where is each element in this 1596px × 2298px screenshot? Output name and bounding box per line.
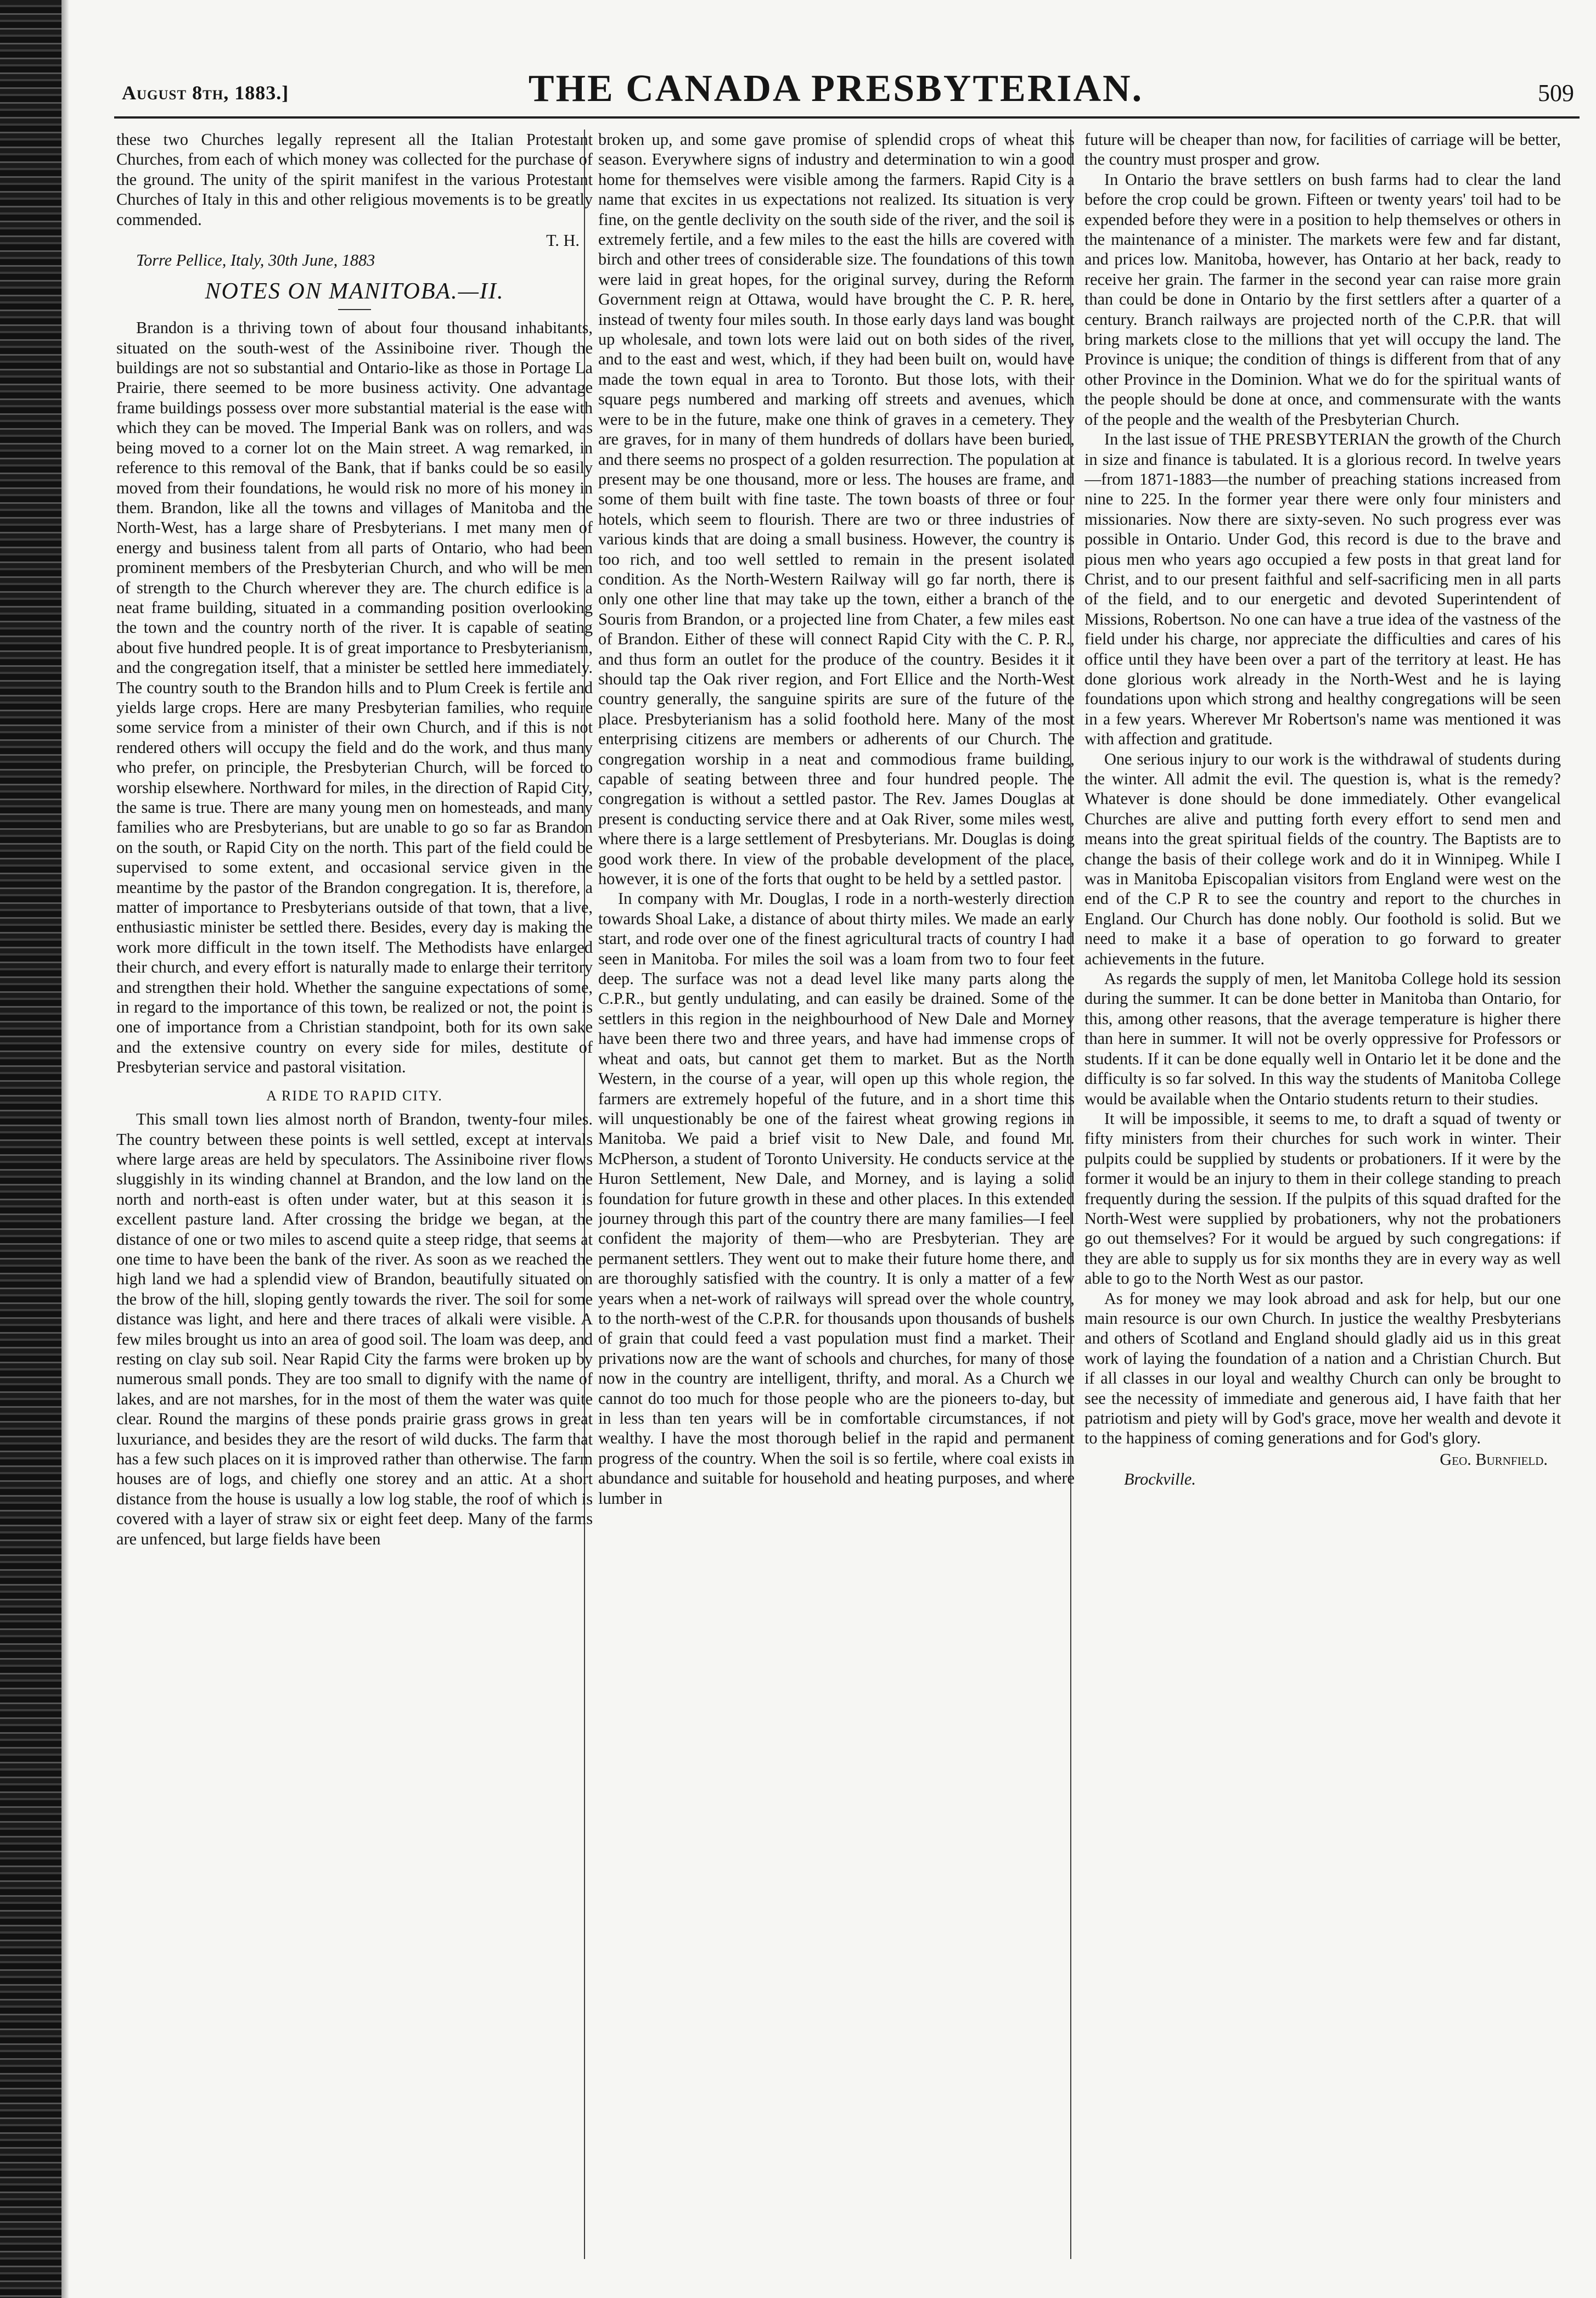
author-place: Brockville. <box>1124 1470 1196 1489</box>
article-title: NOTES ON MANITOBA.—II. <box>205 278 504 304</box>
intro-place: Torre Pellice, Italy, 30th June, 1883 <box>136 251 375 270</box>
page-number: 509 <box>1538 80 1574 106</box>
article-paragraph: broken up, and some gave promise of splendid crops of wheat this season. Everywhere signs of industry and determination to win a good home for themselves were visible among the farmers. Rapid City is a name that excites in us expectations not realized. Its situation is very fine, on the gentle declivity on the south side of the river, and the soil is extremely fertile, and a few miles to the east the hills are covered with birch and other trees of considerable size. The foundations of this town were laid in great hopes, for the original survey, during the Reform Government reign at Ottawa, would have brought the C. P. R. here, instead of twenty four miles south. In those early days land was bought up wholesale, and town lots were laid out on both sides of the river, and to the east and west, which, if they had been built on, would have made the town equal in area to Toronto. But those lots, with their square pegs numbered and marking off streets and avenues, which were to be in the future, make one think of graves in a cemetery. They are graves, for in many of them hundreds of dollars have been buried, and there seems no prospect of a golden resurrection. The population at present may be one thousand, more or less. The houses are frame, and some of them built with fine taste. The town boasts of three or four hotels, which seem to flourish. There are two or three industries of various kinds that are doing a small business. However, the country is too rich, and too well settled to remain in the present isolated condition. As the North-Western Railway will go far north, there is only one other line that may take up the town, either a branch of the Souris from Brandon, or a projected line from Chater, a few miles east of Brandon. Either of these will connect Rapid City with the C. P. R., and thus form an outlet for the produce of the country. Besides it it should tap the Oak river region, and Fort Ellice and the North-West country generally, the sanguine spirits are sure of the future of the place. Presbyterianism has a solid foothold here. Many of the most enterprising citizens are members or adherents of our Church. The congregation worship in a neat and commodious frame building, capable of seating between three and four hundred people. The congregation is without a settled pastor. The Rev. James Douglas at present is conducting service there and at Oak River, some miles west, where there is a large settlement of Presbyterians. Mr. Douglas is doing good work there. In view of the probable development of the place, however, it is one of the forts that ought to be held by a settled pastor. <box>598 130 1075 889</box>
article-paragraph: As regards the supply of men, let Manitoba College hold its session during the summer. It can be done better in Manitoba than Ontario, for this, among other reasons, that the average temperature is higher there than here in summer. It will not be overly oppressive for Professors or students. If it can be done equally well in Ontario let it be done and the difficulty is so far solved. In this way the students of Manitoba College would be available when the Ontario students return to their studies. <box>1084 969 1561 1108</box>
column-1 <box>116 130 593 2259</box>
article-paragraph: In company with Mr. Douglas, I rode in a north-westerly direction towards Shoal Lake, a distance of about thirty miles. We made an early start, and rode over one of the finest agricultural tracts of country I had seen in Manitoba. For miles the soil was a loam from two to four feet deep. The surface was not a dead level like many parts along the C.P.R., but gently undulating, and can easily be drained. Some of the settlers in this region in the neighbourhood of New Dale and Morney have been there two and three years, and have had immense crops of wheat and oats, but cannot get them to market. But as the North Western, in the course of a year, will open up this whole region, the farmers are extremely hopeful of the future, and in a short time this will unquestionably be one of the fairest wheat growing regions in Manitoba. We paid a brief visit to New Dale, and found Mr. McPherson, a student of Toronto University. He conducts service at the Huron Settlement, New Dale, and Morney, and is laying a solid foundation for future growth in these and other places. In this extended journey through this part of the country there are many families—I feel confident the majority of them—who are Presbyterian. They are permanent settlers. They went out to make their future home there, and are thoroughly satisfied with the country. It is only a matter of a few years when a net-work of railways will spread over the whole country, to the north-west of the C.P.R. for thousands upon thousands of bushels of grain that could feed a vast population must find a market. Their privations now are the want of schools and churches, for many of those now in the country are intelligent, thrifty, and moral. As a Church we cannot do too much for those people who are the pioneers to-day, but in less than ten years will be in comfortable circumstances, if not wealthy. I have the most thorough belief in the rapid and permanent progress of the country. When the soil is so fertile, where coal exists in abundance and suitable for household and heating purposes, and where lumber in <box>598 889 1075 1508</box>
intro-paragraph: these two Churches legally represent all the Italian Protestant Churches, from each of which money was collected for the purchase of the ground. The unity of the spirit manifest in the various Protestant Churches of Italy in this and other religious movements is to be greatly commended. <box>116 130 593 229</box>
article-paragraph: This small town lies almost north of Brandon, twenty-four miles. The country between these points is well settled, except at intervals where large areas are held by speculators. The Assiniboine river flows sluggishly in its winding channel at Brandon, and the low land on the north and north-east is often under water, but at this season it is excellent pasture land. After crossing the bridge we began, at the distance of one or two miles to ascend quite a steep ridge, that seems at one time to have been the bank of the river. As soon as we reached the high land we had a splendid view of Brandon, beautifully situated on the brow of the hill, sloping gently towards the river. The soil for some distance was light, and here and there traces of alkali were visible. A few miles brought us into an area of good soil. The loam was deep, and resting on clay sub soil. Near Rapid City the farms were broken up by numerous small ponds. They are too small to dignify with the name of lakes, and are not marshes, for in the most of them the water was quite clear. Round the margins of these ponds prairie grass grows in great luxuriance, and besides they are the resort of wild ducks. The farm that has a few such places on it is improved rather than otherwise. The farm houses are of logs, and chiefly one storey and an attic. At a short distance from the house is usually a low log stable, the roof of which is covered with a layer of straw six or eight feet deep. Many of the farms are unfenced, but large fields have been <box>116 1110 593 1548</box>
section-subhead: A RIDE TO RAPID CITY. <box>266 1087 443 1104</box>
article-paragraph: As for money we may look abroad and ask for help, but our one main resource is our own Church. In justice the wealthy Presbyterians and others of Scotland and England should gladly aid us in this great work of laying the foundation of a nation and a Christian Church. But if all classes in our loyal and wealthy Church can only be brought to see the necessity of immediate and generous aid, I have faith that her patriotism and piety will by God's grace, move her wealth and devote it to the happiness of coming generations and for God's glory. <box>1084 1289 1561 1448</box>
masthead-rule <box>114 116 1580 119</box>
intro-signature: T. H. <box>546 231 580 250</box>
newspaper-title: THE CANADA PRESBYTERIAN. <box>528 68 1144 110</box>
page-binding-edge <box>0 0 61 2298</box>
title-rule <box>338 309 371 310</box>
article-paragraph: It will be impossible, it seems to me, to draft a squad of twenty or fifty ministers from their churches for such work in winter. Their pulpits could be supplied by students or probationers. If it were by the former it would be an injury to them in their college standing to preach frequently during the session. If the pulpits of this squad drafted for the North-West were supplied by probationers, why not the probationers go out themselves? For it would be argued by such congregations: if they are able to supply us for six months they are in every way as well able to go to the North West as our pastor. <box>1084 1109 1561 1288</box>
column-2 <box>598 130 1075 2259</box>
newspaper-page <box>92 57 1580 2274</box>
masthead <box>92 57 1580 110</box>
issue-date: August 8th, 1883.] <box>122 82 289 104</box>
article-paragraph: future will be cheaper than now, for facilities of carriage will be better, the country must prosper and grow. <box>1084 130 1561 169</box>
article-paragraph: In the last issue of THE PRESBYTERIAN the growth of the Church in size and finance is tabulated. It is a glorious record. In twelve years—from 1871-1883—the number of preaching stations increased from nine to 225. In the former year there were only four ministers and missionaries. Now there are sixty-seven. No such progress ever was possible in Ontario. Under God, this record is due to the brave and pious men who years ago occupied a few posts in that great land for Christ, and to our present faithful and self-sacrificing men in all parts of the field, and to our energetic and devoted Superintendent of Missions, Robertson. No one can have a true idea of the vastness of the field under his charge, nor appreciate the difficulties and cares of his office until they have been over a part of the territory at least. He has done glorious work already in the North-West and he is laying foundations upon which strong and healthy congregations will be seen in a few years. Wherever Mr Robertson's name was mentioned it was with affection and gratitude. <box>1084 430 1561 749</box>
article-paragraph: One serious injury to our work is the withdrawal of students during the winter. All admit the evil. The question is, what is the remedy? Whatever is done should be done immediately. Other evangelical Churches are alive and putting forth every effort to send men and means into the great spiritual fields of the country. The Baptists are to change the basis of their college work and do it in Winnipeg. While I was in Manitoba Episcopalian visitors from England were west on the end of the C.P R to see the country and report to the churches in England. Our Church has done nobly. Our foothold is solid. But we need to make it a base of operation to go forward to greater achievements in the future. <box>1084 749 1561 968</box>
column-3 <box>1084 130 1561 2259</box>
author-signature: Geo. Burnfield. <box>1440 1449 1548 1469</box>
article-paragraph: In Ontario the brave settlers on bush farms had to clear the land before the crop could be grown. Fifteen or twenty years' toil had to be expended before they were in a position to help themselves or others in the maintenance of a minister. The markets were few and far distant, and prices low. Manitoba, however, has Ontario at her back, ready to receive her grain. The farmer in the second year can raise more grain than could be done in Ontario by the first settlers after a quarter of a century. Branch railways are projected north of the C.P.R. that will bring markets close to the millions that yet will occupy the land. The Province is unique; the condition of things is different from that of any other Province in the Dominion. What we do for the spiritual wants of the people should be done at once, and commensurate with the wants of the people and the wealth of the Presbyterian Church. <box>1084 170 1561 429</box>
article-paragraph: Brandon is a thriving town of about four thousand inhabitants, situated on the south-west of the Assiniboine river. Though the buildings are not so substantial and Ontario-like as those in Portage La Prairie, there seemed to be more business activity. One advantage frame buildings possess over more substantial material is the ease with which they can be moved. The Imperial Bank was on rollers, and was being moved to a corner lot on the Main street. A wag remarked, in reference to this removal of the Bank, that if banks could be so easily moved from their foundations, he would risk no more of his money in them. Brandon, like all the towns and villages of Manitoba and the North-West, has a large share of Presbyterians. I met many men of energy and business talent from all parts of Ontario, who had been prominent members of the Presbyterian Church, and who will be men of strength to the Church wherever they are. The church edifice is a neat frame building, situated in a commanding position overlooking the town and the country north of the river. It is capable of seating about five hundred people. It is of great importance to Presbyterianism, and the congregation itself, that a minister be settled here immediately. The country south to the Brandon hills and to Plum Creek is fertile and yields large crops. Here are many Presbyterian families, who require some service from a minister of their own Church, and if this is not rendered others will occupy the field and do the work, and thus many who prefer, on principle, the Presbyterian Church, will be forced to worship elsewhere. Northward for miles, in the direction of Rapid City, the same is true. There are many young men on homesteads, and many families who are Presbyterians, but are unable to go so far as Brandon on the south, or Rapid City on the north. This part of the field could be supervised to some extent, and occasional service given in the meantime by the pastor of the Brandon congregation. It is, therefore, a matter of importance to Presbyterians outside of that town, that a live, enthusiastic minister be settled there. Besides, every day is making the work more difficult in the town itself. The Methodists have enlarged their church, and every effort is naturally made to enlarge their territory and strengthen their hold. Whether the sanguine expectations of some, in regard to the importance of this town, be realized or not, the point is one of importance from a Christian standpoint, both for its own sake and the extensive country on every side for miles, destitute of Presbyterian service and pastoral visitation. <box>116 318 593 1077</box>
